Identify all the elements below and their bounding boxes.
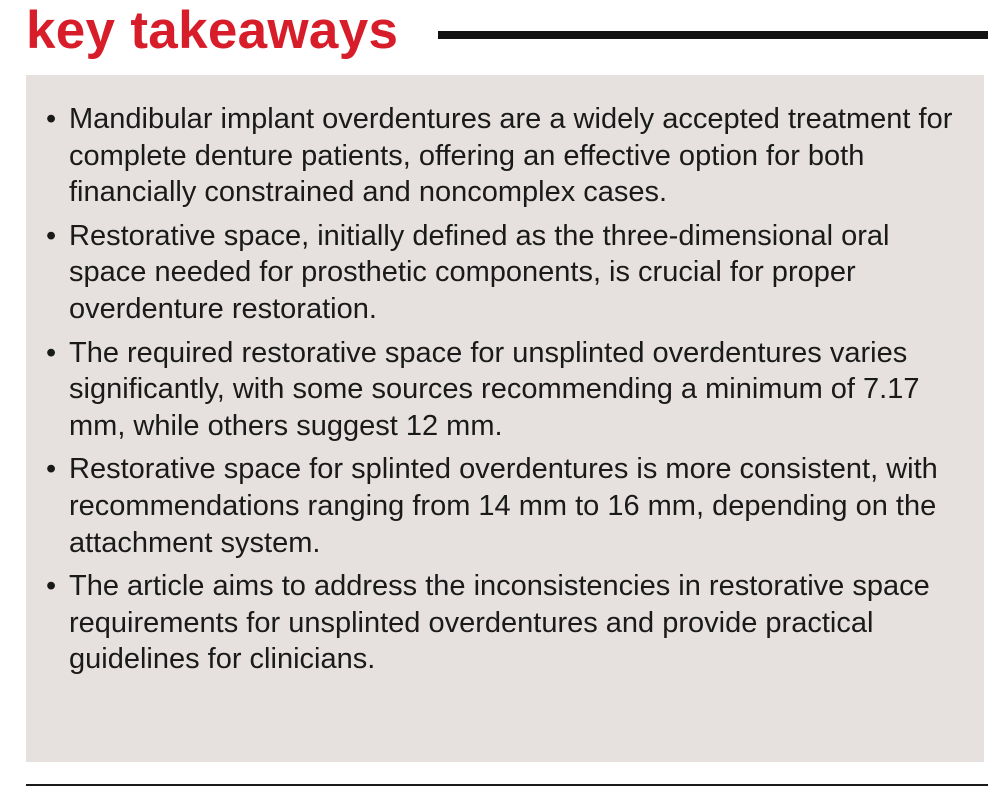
list-item: [46, 451, 964, 561]
bullet-icon: •: [46, 570, 57, 603]
bullet-icon: •: [46, 336, 57, 369]
takeaways-list: [26, 75, 984, 678]
list-item-text: Mandibular implant overdentures are a widely accepted treatment for complete denture patients, offering an effective option for both financially constrained and noncomplex cases.: [69, 103, 953, 209]
title-rule: [438, 31, 988, 39]
bullet-icon: •: [46, 453, 57, 486]
bullet-icon: •: [46, 103, 57, 135]
bottom-rule: [26, 784, 988, 786]
page-title: key takeaways: [26, 1, 399, 60]
list-item-text: Restorative space for splinted overdentures is more consistent, with recommendations ranging from 14 mm to 16 mm, depending on the attachment system.: [69, 453, 938, 559]
list-item-text: Restorative space, initially defined as the three-dimensional oral space needed for prosthetic components, is crucial for proper overdenture restoration.: [69, 219, 890, 325]
list-item: [46, 101, 964, 211]
header: [26, 0, 988, 60]
list-item: [46, 218, 964, 328]
bullet-icon: •: [46, 219, 57, 252]
list-item-text: The article aims to address the inconsistencies in restorative space requirements for unsplinted overdentures and provide practical guidelines for clinicians.: [69, 570, 930, 676]
list-item: [46, 568, 964, 678]
list-item: [46, 335, 964, 445]
list-item-text: The required restorative space for unsplinted overdentures varies significantly, with some sources recommending a minimum of 7.17 mm, while others suggest 12 mm.: [69, 336, 920, 442]
takeaways-box: [26, 75, 984, 762]
